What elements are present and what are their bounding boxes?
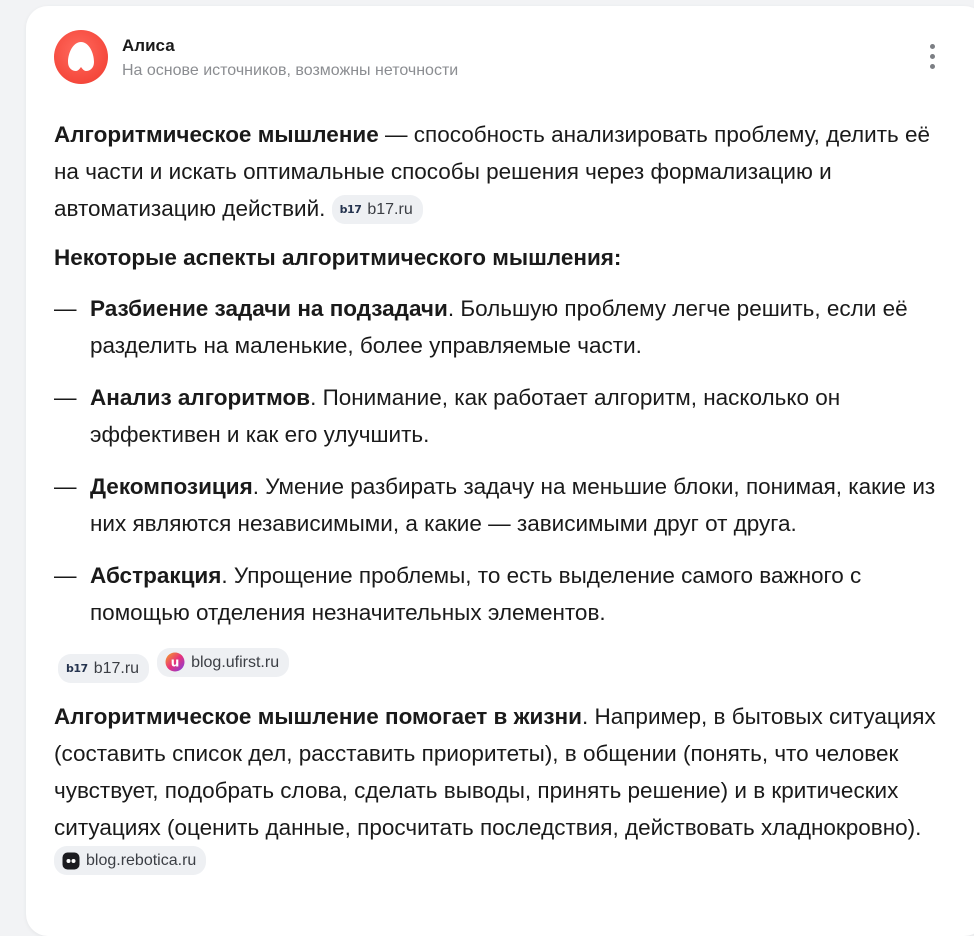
item-text: . Упрощение проблемы, то есть выделение самого важного с помощью отделения незначительных элементов.: [90, 563, 862, 625]
aspects-list: [54, 290, 954, 631]
b17-icon: b17: [66, 662, 88, 675]
aspects-heading: Некоторые аспекты алгоритмического мышления:: [54, 245, 622, 270]
list-item: [54, 557, 954, 631]
item-title: Абстракция: [90, 563, 222, 588]
item-text: . Понимание, как работает алгоритм, насколько он эффективен и как его улучшить.: [90, 385, 841, 447]
item-title: Разбиение задачи на подзадачи: [90, 296, 448, 321]
life-text: . Например, в бытовых ситуациях (составить список дел, расставить приоритеты), в общении (понять, что человек чувствует, подобрать слова, сделать выводы, принять решение) и в критических ситуациях (оценить данные, просчитать последствия, действовать хладнокровно).: [54, 704, 936, 840]
svg-text:u: u: [170, 655, 180, 670]
intro-text: — способность анализировать проблему, делить её на части и искать оптимальные способы решения через формализацию и автоматизацию действий.: [54, 122, 930, 221]
source-chip-b17[interactable]: [58, 654, 149, 683]
disclaimer-subtitle: На основе источников, возможны неточности: [122, 62, 459, 79]
ufirst-icon: [165, 652, 185, 672]
app-name: Алиса: [122, 36, 175, 55]
answer-card: [26, 6, 974, 936]
intro-bold: Алгоритмическое мышление: [54, 122, 379, 147]
alice-logo-icon: [54, 30, 108, 84]
list-dash: —: [54, 474, 77, 499]
source-label: blog.rebotica.ru: [86, 852, 197, 869]
item-text: . Умение разбирать задачу на меньшие блоки, понимая, какие из них являются независимыми, а какие — зависимыми друг от друга.: [90, 474, 936, 536]
more-options-icon[interactable]: [922, 44, 942, 74]
list-item: [54, 468, 954, 542]
list-dash: —: [54, 296, 77, 321]
answer-header: [54, 30, 954, 90]
answer-content: [54, 116, 954, 884]
list-item: [54, 379, 954, 453]
list-dash: —: [54, 385, 77, 410]
b17-icon: b17: [339, 203, 362, 216]
source-label: blog.ufirst.ru: [191, 653, 280, 671]
life-paragraph: [54, 698, 954, 884]
source-chip-rebotica[interactable]: [54, 846, 206, 875]
item-title: Декомпозиция: [90, 474, 253, 499]
source-chip-ufirst[interactable]: [157, 648, 289, 677]
sources-row: [58, 646, 954, 686]
item-title: Анализ алгоритмов: [90, 385, 311, 410]
list-item: [54, 290, 954, 364]
item-text: . Большую проблему легче решить, если её разделить на маленькие, более управляемые части.: [90, 296, 908, 358]
source-chip-b17[interactable]: [332, 195, 423, 224]
rebotica-icon: [62, 852, 80, 870]
source-label: b17.ru: [93, 660, 140, 677]
life-bold: Алгоритмическое мышление помогает в жизни: [54, 704, 582, 729]
source-label: b17.ru: [367, 201, 413, 218]
intro-paragraph: [54, 116, 954, 227]
list-dash: —: [54, 563, 77, 588]
